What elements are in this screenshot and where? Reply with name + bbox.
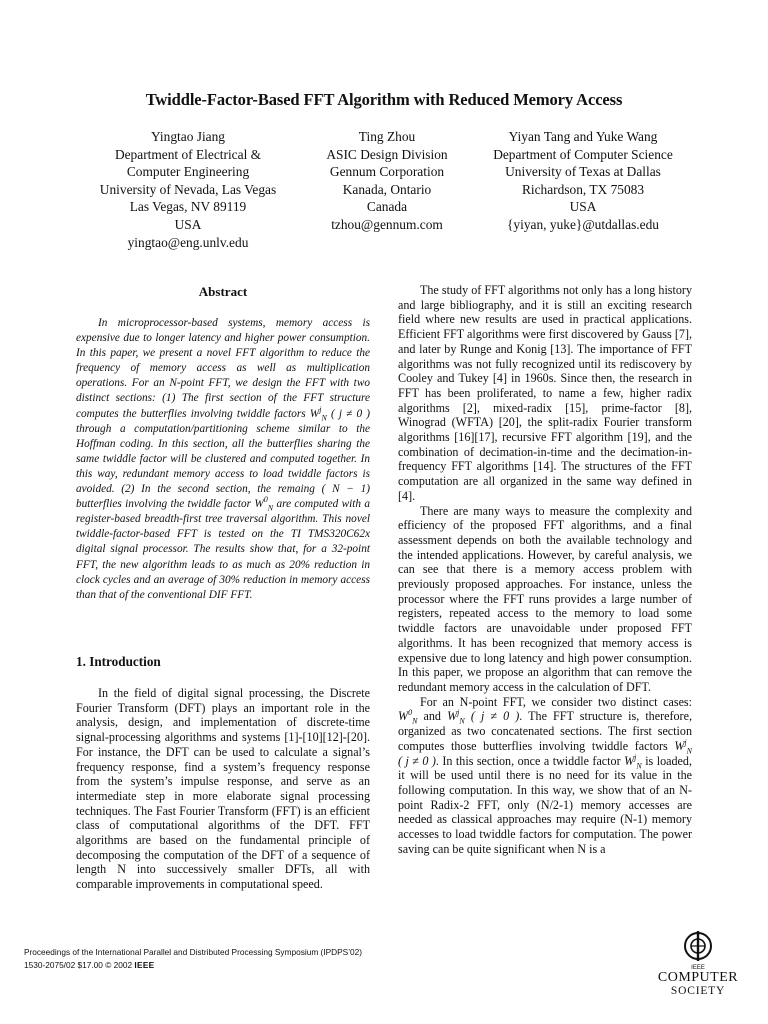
author-line: ASIC Design Division: [326, 146, 448, 162]
author-line: Yingtao Jiang: [150, 129, 225, 144]
footer-line-2: 1530-2075/02 $17.00 © 2002 IEEE: [24, 960, 155, 970]
author-email: {yiyan, yuke}@utdallas.edu: [507, 216, 659, 232]
abstract-paragraph: [76, 316, 370, 603]
intro-body: [76, 686, 370, 892]
body-paragraph: There are many ways to measure the complexity and efficiency of the proposed FFT algorithms, and a final assessment depends on both the available technology and the intended applications. However, by careful analysis, we can see that there is a memory access problem with previously proposed approaches. For instance, unless the processor where the FFT runs provides a large number of registers, repeated access to the memory to load some twiddle factors are unavoidable under proposed FFT algorithms. It has been recognized that memory access is expensive due to long latency and high power consumption. In this paper, we propose an algorithm that can remove the redundant memory access in the calculation of DFT.: [398, 503, 692, 694]
abstract-text: In microprocessor-based systems, memory access is expensive due to longer latency and higher power consumption. In this paper, we present a novel FFT algorithm to reduce the frequency of memory access as well as multiplication operations. For an N-point FFT, we design the FFT with two distinct sections: (1) The first section of the FFT structure computes the butterflies involving twiddle factors: [76, 317, 370, 420]
condition-math: ( j ≠ 0 ): [398, 753, 436, 768]
twiddle-factor-math: $W^j_N$: [624, 752, 642, 770]
twiddle-factor-math: $W^j_N$: [447, 708, 465, 726]
author-block-3: [476, 128, 690, 234]
author-email: tzhou@gennum.com: [331, 216, 443, 232]
proceedings-footer: [24, 946, 362, 972]
n-minus-1-math: ( N − 1): [321, 483, 371, 496]
twiddle-factor-math: $W^j_N$: [674, 737, 692, 756]
twiddle-factor-math: $W^j_N$: [309, 404, 327, 422]
author-line: Canada: [366, 199, 408, 215]
author-line: USA: [569, 199, 597, 215]
abstract-heading: Abstract: [198, 284, 248, 299]
author-line: Yiyan Tang and Yuke Wang: [508, 129, 658, 144]
footer-line-1: Proceedings of the International Parallel and Distributed Processing Symposium (IPDPS’02): [24, 947, 363, 957]
abstract-text: are computed with a register-based breadth-first tree traversal algorithm. This novel twiddle-factor-based FFT is tested on the TI TMS320C62x digital signal processor. The results show that, for a 32-point FFT, the new algorithm leads to as much as 20% reduction in clock cycles and an average of 30% reduction in memory access than that of the conventional DIF FFT.: [76, 498, 370, 601]
abstract-text: butterflies involving the twiddle factor: [76, 498, 252, 511]
computer-society-logo: [648, 928, 748, 998]
section-heading-introduction: 1. Introduction: [76, 654, 161, 669]
logo-line-2: SOCIETY: [670, 985, 726, 997]
author-line: University of Texas at Dallas: [505, 164, 661, 180]
author-block-1: [88, 128, 288, 251]
twiddle-factor-zero-math: $W^0_N$: [398, 708, 418, 726]
author-line: Department of Electrical &: [114, 146, 262, 162]
author-line: University of Nevada, Las Vegas: [99, 181, 277, 197]
author-block-2: [318, 128, 456, 234]
author-line: Las Vegas, NV 89119: [129, 199, 247, 215]
author-line: Richardson, TX 75083: [521, 181, 645, 197]
abstract-text: through a computation/partitioning scheme similar to the Hoffman coding. In this section, all the butterflies sharing the same twiddle factor will be clustered and computed together. In this way, redundant memory access to load twiddle factors is avoided. (2) In the second section, the remaing: [76, 422, 370, 496]
ieee-label: IEEE: [134, 960, 155, 970]
author-line: Kanada, Ontario: [342, 181, 432, 197]
logo-small-text: IEEE: [691, 965, 705, 971]
twiddle-factor-zero-math: $W^0_N$: [254, 495, 274, 513]
condition-math: ( j ≠ 0 ): [470, 709, 520, 724]
author-line: USA: [174, 216, 202, 232]
logo-line-1: COMPUTER: [657, 970, 739, 985]
author-line: Computer Engineering: [126, 164, 250, 180]
abstract-body: [76, 316, 370, 603]
author-line: Department of Computer Science: [493, 146, 673, 162]
author-line: Gennum Corporation: [329, 164, 445, 180]
paper-title: Twiddle-Factor-Based FFT Algorithm with Reduced Memory Access: [145, 90, 623, 109]
body-paragraph: The study of FFT algorithms not only has a long history and large bibliography, and it is still an exciting research field where new results are used in practical applications. Efficient FFT algorithms were first discovered by Gauss [7], and later by Runge and Konig [13]. The importance of FFT algorithms was not fully recognized until its rediscovery by Cooley and Tukey [4] in 1960s. Since then, the research in FFT has been proliferated, to name a few, higher radix algorithms [2], mixed-radix [15], prime-factor [8], Winograd (WFTA) [20], the split-radix Fourier transform algorithms [16][17], recursive FFT algorithm [19], and the combination of decimation-in-time and the decimation-in-frequency FFT algorithms [14]. The structures of the FFT computation are all organized in the same way defined in [4].: [398, 283, 692, 503]
body-paragraph: For an N-point FFT, we consider two distinct cases: $W^0_N$ and $W^j_N$ ( j ≠ 0 ). The FFT structure is, therefore, organized as two concatenated sections. The first section computes those butterflies involving twiddle factors $W^j_N$ ( j ≠ 0 ). In this section, once a twiddle factor $W^j_N$ is loaded, it will be used until there is no need for its value in the following computation. In this way, we show that of an N-point Radix-2 FFT, only (N/2-1) memory accesses are needed as classical approaches may require (N-1) memory accesses to load twiddle factors for computation. The power saving can be quite significant when N is a: [398, 694, 692, 856]
ieee-emblem-icon: [680, 928, 716, 964]
right-column-body: [398, 283, 692, 856]
author-email: yingtao@eng.unlv.edu: [127, 234, 249, 250]
condition-math: ( j ≠ 0 ): [330, 407, 370, 420]
author-line: Ting Zhou: [358, 129, 416, 144]
intro-paragraph: In the field of digital signal processing, the Discrete Fourier Transform (DFT) plays an important role in the analysis, design, and implementation of discrete-time signal-processing algorithms and systems [1]-[10][12]-[20]. For instance, the DFT can be used to calculate a signal’s frequency response, find a system’s frequency response from the system’s impulse response, and serve as an intermediate step in more elaborate signal processing techniques. The Fast Fourier Transform (FFT) is an efficient class of computational algorithms of the DFT. FFT algorithms are based on the fundamental principle of decomposing the computation of the DFT of a sequence of length N into successively smaller DFTs, all with comparable improvements in computational speed.: [76, 686, 370, 892]
